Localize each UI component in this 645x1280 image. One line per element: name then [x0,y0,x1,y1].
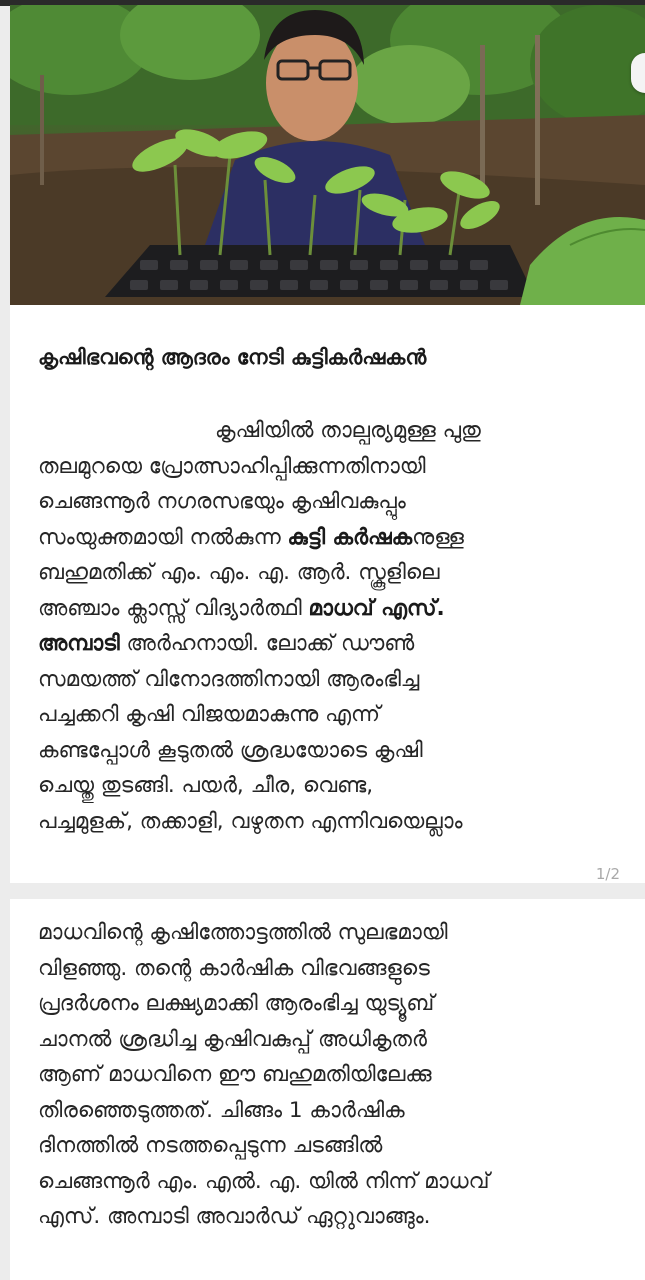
highlight-student-name: മാധവ് എസ്. [308,595,445,621]
body-line: ബഹുമതിക്ക് എം. എം. എ. ആർ. സ്കൂളിലെ [38,560,440,585]
body-line: പച്ചക്കറി കൃഷി വിജയമാകുന്നു എന്ന് [38,702,381,727]
body-line: പച്ചമുളക്, തക്കാളി, വഴുതന എന്നിവയെല്ലാം [38,808,463,834]
scroll-handle-icon[interactable] [631,53,645,93]
article-body-page-2 [38,915,618,1235]
body-line: പ്രദർശനം ലക്ഷ്യമാക്കി ആരംഭിച്ച യുട്യൂബ് [38,991,435,1016]
body-line: ദിനത്തിൽ നടത്തപ്പെടുന്ന ചടങ്ങിൽ [38,1133,383,1158]
highlight-award-name: കുട്ടി കർഷക [287,524,413,550]
body-text: നുള്ള [412,524,464,550]
article-photo[interactable] [10,5,645,305]
page-indicator: 1/2 [595,865,620,883]
body-line: സമയത്ത് വിനോദത്തിനായി ആരംഭിച്ച [38,666,420,692]
body-line [38,626,618,662]
article-card-page-1 [10,305,645,883]
body-line: എസ്. അമ്പാടി അവാർഡ് ഏറ്റുവാങ്ങും. [38,1204,431,1229]
body-text: അഞ്ചാം ക്ലാസ്സ് വിദ്യാർത്ഥി [38,595,309,621]
article-headline: കൃഷിഭവന്റെ ആദരം നേടി കുട്ടികർഷകൻ [38,345,427,369]
body-line: ചെങ്ങന്നൂർ എം. എൽ. എ. യിൽ നിന്ന് മാധവ് [38,1168,490,1194]
body-line: വിളഞ്ഞു. തന്റെ കാർഷിക വിഭവങ്ങളുടെ [38,955,430,981]
body-text: അർഹനായി. ലോക്ക് ഡൗൺ [119,631,415,656]
body-line [38,591,618,627]
body-line: ചെങ്ങന്നൂർ നഗരസഭയും കൃഷിവകുപ്പും [38,489,406,514]
body-line: ചെയ്തു തുടങ്ങി. പയർ, ചീര, വെണ്ട, [38,773,374,798]
body-line: തലമുറയെ പ്രോത്സാഹിപ്പിക്കുന്നതിനായി [38,453,426,479]
body-line: കണ്ടപ്പോൾ കൂടുതൽ ശ്രദ്ധയോടെ കൃഷി [38,737,423,763]
body-line: തിരഞ്ഞെടുത്തത്. ചിങ്ങം 1 കാർഷിക [38,1097,405,1123]
photo-illustration [10,5,645,305]
body-text: സംയുക്തമായി നൽകുന്ന [38,524,288,550]
body-line: കൃഷിയിൽ താല്പര്യമുള്ള പുതു [215,418,481,443]
body-line [38,520,618,556]
body-line: മാധവിന്റെ കൃഷിത്തോട്ടത്തിൽ സുലഭമായി [38,920,448,945]
highlight-student-name: അമ്പാടി [38,631,120,656]
body-line: ആണ് മാധവിനെ ഈ ബഹുമതിയിലേക്കു [38,1062,432,1087]
article-card-page-2 [10,899,645,1280]
body-line: ചാനൽ ശ്രദ്ധിച്ച കൃഷിവകുപ്പ് അധികൃതർ [38,1026,427,1052]
article-body-page-1 [38,413,618,839]
